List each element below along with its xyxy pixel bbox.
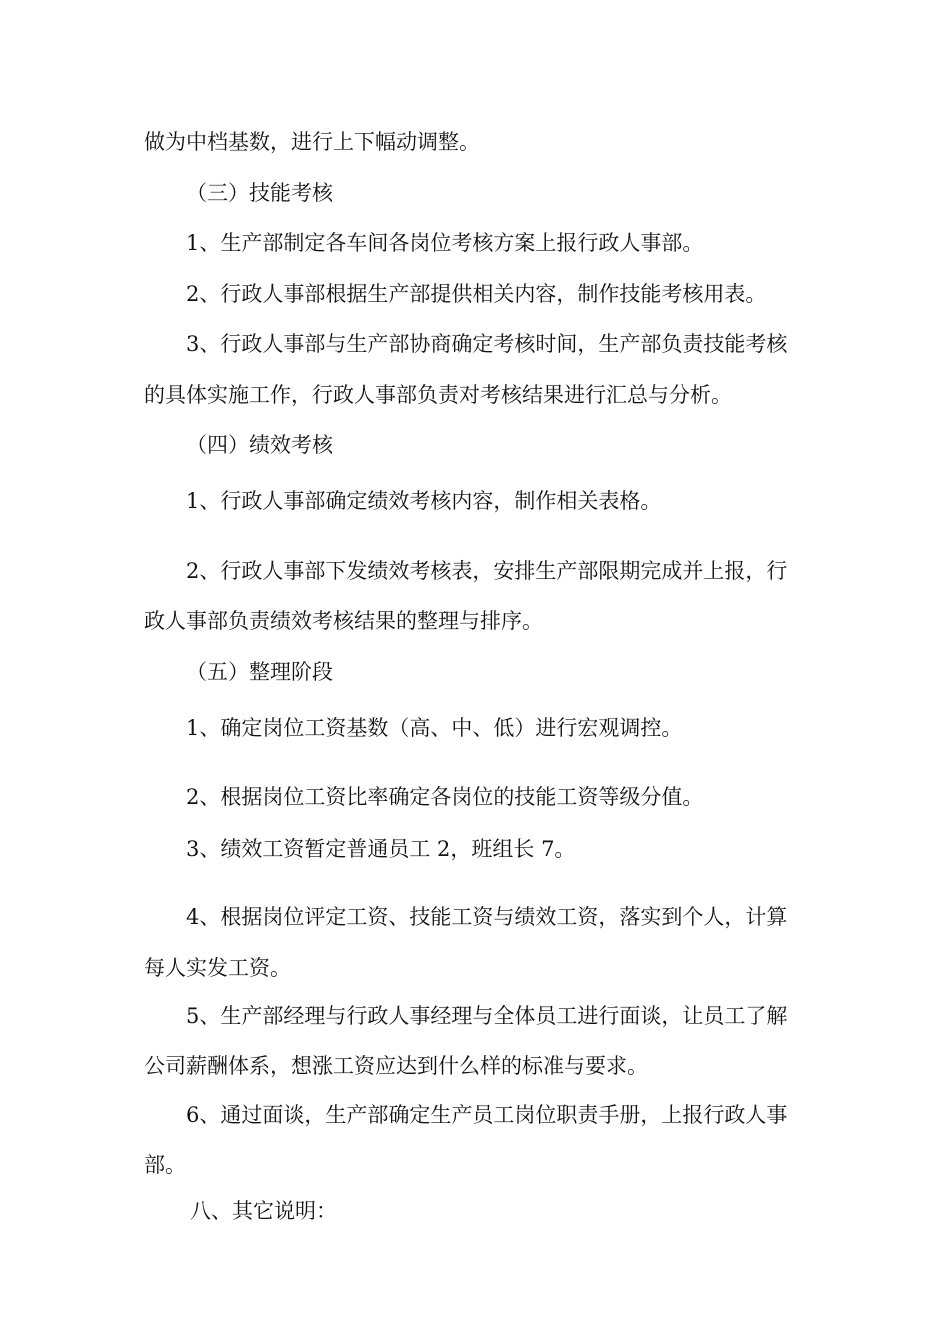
- list-item-arrangement-3: 3、绩效工资暂定普通员工 2，班组长 7。: [186, 837, 576, 861]
- list-item-skill-2: 2、行政人事部根据生产部提供相关内容，制作技能考核用表。: [186, 282, 767, 306]
- list-item-arrangement-5-continuation: 公司薪酬体系，想涨工资应达到什么样的标准与要求。: [144, 1054, 648, 1078]
- paragraph-line-continuation: 做为中档基数，进行上下幅动调整。: [144, 130, 480, 154]
- list-item-skill-3-continuation: 的具体实施工作，行政人事部负责对考核结果进行汇总与分析。: [144, 383, 732, 407]
- list-item-performance-1: 1、行政人事部确定绩效考核内容，制作相关表格。: [186, 489, 662, 513]
- list-item-performance-2: 2、行政人事部下发绩效考核表，安排生产部限期完成并上报，行: [186, 559, 788, 583]
- list-item-arrangement-2: 2、根据岗位工资比率确定各岗位的技能工资等级分值。: [186, 785, 704, 809]
- list-item-arrangement-6-continuation: 部。: [144, 1153, 186, 1177]
- list-item-skill-1: 1、生产部制定各车间各岗位考核方案上报行政人事部。: [186, 231, 704, 255]
- section-heading-arrangement: （五）整理阶段: [186, 660, 333, 684]
- list-item-skill-3: 3、行政人事部与生产部协商确定考核时间，生产部负责技能考核: [186, 332, 788, 356]
- list-item-arrangement-6: 6、通过面谈，生产部确定生产员工岗位职责手册，上报行政人事: [186, 1103, 788, 1127]
- list-item-arrangement-4-continuation: 每人实发工资。: [144, 956, 291, 980]
- list-item-performance-2-continuation: 政人事部负责绩效考核结果的整理与排序。: [144, 609, 543, 633]
- list-item-arrangement-5: 5、生产部经理与行政人事经理与全体员工进行面谈，让员工了解: [186, 1004, 788, 1028]
- section-heading-skill-assessment: （三）技能考核: [186, 181, 333, 205]
- list-item-arrangement-4: 4、根据岗位评定工资、技能工资与绩效工资，落实到个人，计算: [186, 905, 788, 929]
- section-heading-other-notes: 八、其它说明：: [190, 1199, 337, 1223]
- section-heading-performance-assessment: （四）绩效考核: [186, 433, 333, 457]
- list-item-arrangement-1: 1、确定岗位工资基数（高、中、低）进行宏观调控。: [186, 716, 683, 740]
